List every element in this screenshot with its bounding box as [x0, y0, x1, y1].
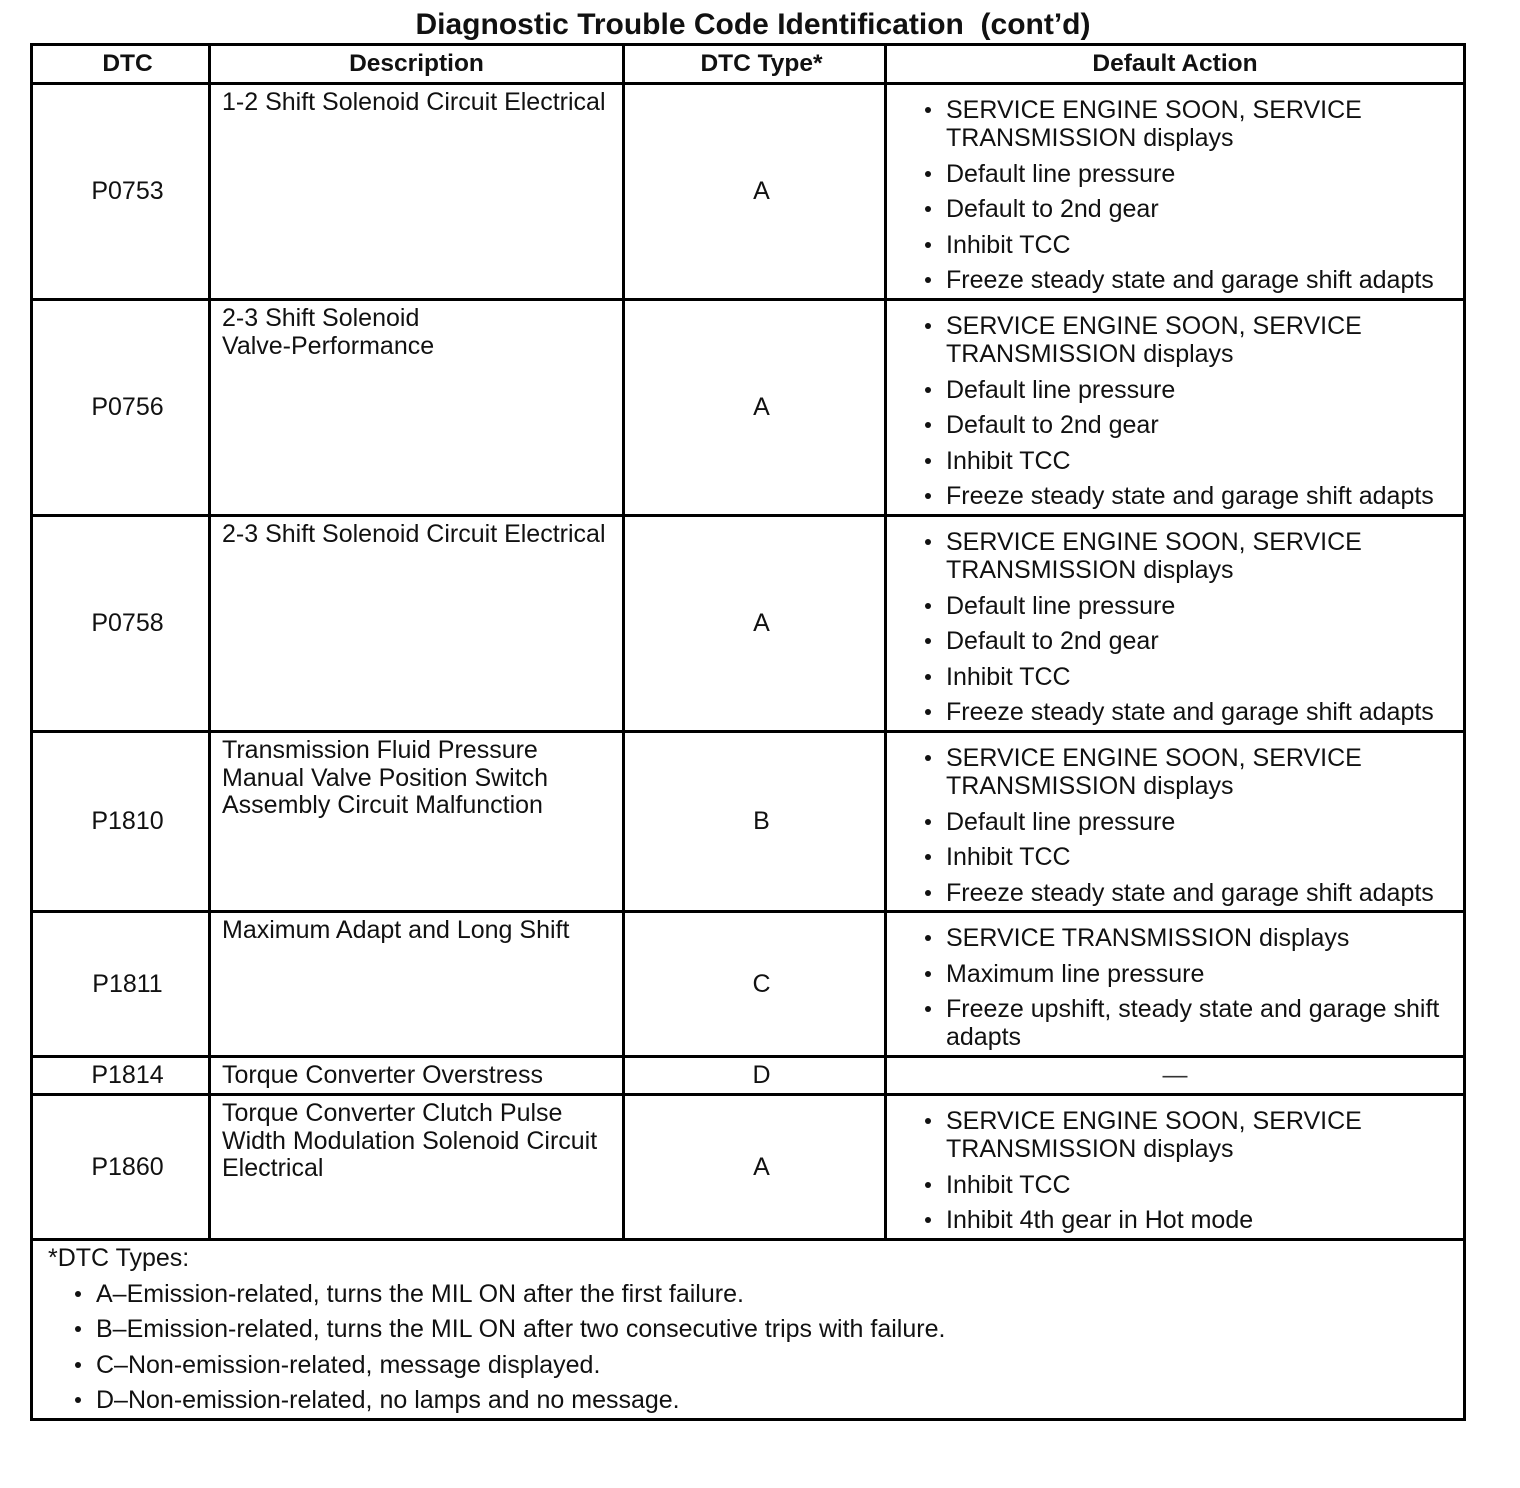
action-text: SERVICE ENGINE SOON, SERVICE TRANSMISSION displays [946, 744, 1362, 800]
default-action-cell [884, 1093, 1466, 1241]
bullet-icon [925, 277, 931, 283]
action-item [922, 698, 1463, 726]
default-action-list [922, 1107, 1463, 1234]
bullet-icon [925, 755, 931, 761]
action-item [922, 592, 1463, 620]
table-row [30, 730, 1466, 913]
action-item [922, 879, 1463, 907]
header-description-label: Description [349, 50, 484, 77]
bullet-icon [925, 206, 931, 212]
dtc-cell [30, 1055, 211, 1096]
header-description [208, 43, 625, 85]
bullet-icon [925, 854, 931, 860]
footnote-text: C–Non-emission-related, message displayed. [96, 1350, 601, 1379]
dtc-code: P1811 [92, 969, 163, 998]
bullet-icon [75, 1397, 81, 1403]
table-row [30, 82, 1466, 301]
action-item [922, 663, 1463, 691]
bullet-icon [925, 1217, 931, 1223]
table-row [30, 910, 1466, 1058]
description-text: Torque Converter Overstress [222, 1061, 543, 1089]
action-item [922, 160, 1463, 188]
action-text: Default line pressure [946, 807, 1176, 836]
description-text: 2-3 Shift Solenoid Valve-Performance [222, 304, 435, 360]
action-item [922, 482, 1463, 510]
dtc-cell [30, 514, 211, 733]
bullet-icon [925, 493, 931, 499]
action-item [922, 447, 1463, 475]
action-text: Maximum line pressure [946, 959, 1205, 988]
action-item [922, 1107, 1463, 1163]
footnote-cell [30, 1238, 1466, 1421]
dtc-type-cell [622, 730, 887, 913]
action-item [922, 995, 1463, 1051]
no-action-dash: — [1162, 1061, 1188, 1089]
description-text: 2-3 Shift Solenoid Circuit Electrical [222, 520, 606, 548]
default-action-cell [884, 1055, 1466, 1096]
action-item [922, 843, 1463, 871]
action-item [922, 1206, 1463, 1234]
action-item [922, 411, 1463, 439]
header-dtc [30, 43, 211, 85]
dtc-code: P1814 [91, 1061, 164, 1089]
action-text: Default line pressure [946, 159, 1176, 188]
action-text: Inhibit 4th gear in Hot mode [946, 1206, 1254, 1234]
footnote-text: B–Emission-related, turns the MIL ON after two consecutive trips with failure. [96, 1315, 946, 1343]
action-text: SERVICE ENGINE SOON, SERVICE TRANSMISSION displays [946, 528, 1362, 584]
action-text: SERVICE TRANSMISSION displays [946, 924, 1350, 952]
header-default-action-label: Default Action [1092, 50, 1258, 77]
action-text: Inhibit TCC [946, 230, 1071, 259]
dtc-type-cell [622, 82, 887, 301]
default-action-list [922, 312, 1463, 510]
footnote-heading: *DTC Types: [48, 1244, 190, 1272]
action-text: Default to 2nd gear [946, 195, 1159, 223]
footnote-list [72, 1280, 1463, 1415]
table-row [30, 514, 1466, 733]
action-item [922, 312, 1463, 368]
bullet-icon [925, 603, 931, 609]
bullet-icon [925, 387, 931, 393]
action-text: Default to 2nd gear [946, 627, 1159, 655]
action-item [922, 96, 1463, 152]
action-text: Default line pressure [946, 375, 1176, 404]
action-item [922, 231, 1463, 259]
default-action-cell [884, 910, 1466, 1058]
bullet-icon [925, 323, 931, 329]
action-text: SERVICE ENGINE SOON, SERVICE TRANSMISSION displays [946, 312, 1362, 368]
dtc-code: P1810 [91, 807, 164, 835]
bullet-icon [925, 971, 931, 977]
bullet-icon [925, 709, 931, 715]
dtc-cell [30, 910, 211, 1058]
action-text: Freeze steady state and garage shift adapts [946, 266, 1434, 294]
action-text: Inhibit TCC [946, 446, 1071, 475]
dtc-code: P0756 [91, 393, 164, 421]
action-item [922, 808, 1463, 836]
dtc-cell [30, 298, 211, 517]
default-action-list [922, 924, 1463, 1051]
action-item [922, 627, 1463, 655]
bullet-icon [925, 638, 931, 644]
action-text: Inhibit TCC [946, 1170, 1071, 1199]
description-cell [208, 82, 625, 301]
footnote-item [72, 1351, 1463, 1379]
footnote-row [30, 1238, 1466, 1421]
description-cell [208, 514, 625, 733]
table-header-row [30, 43, 1466, 85]
default-action-cell [884, 730, 1466, 913]
header-default-action [884, 43, 1466, 85]
bullet-icon [925, 890, 931, 896]
footnote-item [72, 1280, 1463, 1308]
dtc-type-cell [622, 514, 887, 733]
dtc-type: A [753, 1152, 770, 1181]
default-action-list [922, 744, 1463, 907]
description-cell [208, 298, 625, 517]
action-text: Default to 2nd gear [946, 411, 1159, 439]
bullet-icon [925, 935, 931, 941]
default-action-cell [884, 298, 1466, 517]
footnote-item [72, 1386, 1463, 1414]
action-text: Inhibit TCC [946, 662, 1071, 691]
bullet-icon [925, 539, 931, 545]
dtc-type: A [753, 177, 770, 205]
action-text: SERVICE ENGINE SOON, SERVICE TRANSMISSION displays [946, 96, 1362, 152]
action-item [922, 960, 1463, 988]
default-action-cell [884, 82, 1466, 301]
description-cell [208, 730, 625, 913]
dtc-type-cell [622, 910, 887, 1058]
description-text: Torque Converter Clutch Pulse Width Modulation Solenoid Circuit Electrical [222, 1099, 598, 1182]
action-item [922, 195, 1463, 223]
description-cell [208, 1055, 625, 1096]
dtc-cell [30, 1093, 211, 1241]
bullet-icon [75, 1326, 81, 1332]
header-dtc-label: DTC [102, 50, 153, 77]
bullet-icon [75, 1291, 81, 1297]
dtc-cell [30, 82, 211, 301]
action-item [922, 266, 1463, 294]
bullet-icon [925, 1118, 931, 1124]
bullet-icon [925, 1006, 931, 1012]
bullet-icon [925, 458, 931, 464]
default-action-list [922, 528, 1463, 726]
dtc-cell [30, 730, 211, 913]
action-text: SERVICE ENGINE SOON, SERVICE TRANSMISSION displays [946, 1107, 1362, 1163]
description-text: 1-2 Shift Solenoid Circuit Electrical [222, 88, 606, 116]
action-item [922, 528, 1463, 584]
action-text: Freeze steady state and garage shift adapts [946, 482, 1434, 510]
bullet-icon [925, 1182, 931, 1188]
bullet-icon [925, 674, 931, 680]
dtc-type: A [753, 609, 770, 637]
footnote-text: D–Non-emission-related, no lamps and no message. [96, 1386, 680, 1414]
action-text: Freeze steady state and garage shift adapts [946, 878, 1434, 907]
action-text: Freeze steady state and garage shift adapts [946, 698, 1434, 726]
dtc-type: A [753, 393, 770, 421]
header-dtc-type-label: DTC Type* [700, 50, 823, 77]
bullet-icon [925, 171, 931, 177]
action-text: Freeze upshift, steady state and garage shift adapts [946, 995, 1440, 1051]
dtc-type: D [752, 1061, 771, 1089]
dtc-code: P1860 [91, 1152, 164, 1181]
description-text: Transmission Fluid Pressure Manual Valve Position Switch Assembly Circuit Malfunction [222, 736, 549, 819]
dtc-type-cell [622, 1055, 887, 1096]
action-item [922, 376, 1463, 404]
dtc-code: P0753 [91, 177, 164, 205]
bullet-icon [925, 242, 931, 248]
description-text: Maximum Adapt and Long Shift [222, 916, 570, 944]
bullet-icon [75, 1362, 81, 1368]
table-row [30, 298, 1466, 517]
bullet-icon [925, 107, 931, 113]
action-item [922, 924, 1463, 952]
footnote-item [72, 1315, 1463, 1343]
description-cell [208, 1093, 625, 1241]
action-item [922, 744, 1463, 800]
action-item [922, 1171, 1463, 1199]
footnote-text: A–Emission-related, turns the MIL ON after the first failure. [96, 1279, 744, 1308]
table-row [30, 1093, 1466, 1241]
dtc-type-cell [622, 298, 887, 517]
dtc-type: C [752, 969, 771, 998]
action-text: Inhibit TCC [946, 843, 1071, 871]
default-action-list [922, 96, 1463, 294]
dtc-type-cell [622, 1093, 887, 1241]
description-cell [208, 910, 625, 1058]
action-text: Default line pressure [946, 591, 1176, 620]
bullet-icon [925, 819, 931, 825]
bullet-icon [925, 422, 931, 428]
page-title: Diagnostic Trouble Code Identification (cont’d) [415, 8, 1091, 41]
dtc-type: B [753, 807, 770, 835]
table-row [30, 1055, 1466, 1096]
dtc-code: P0758 [91, 609, 164, 637]
default-action-cell [884, 514, 1466, 733]
header-dtc-type [622, 43, 887, 85]
dtc-table [30, 43, 1466, 1421]
